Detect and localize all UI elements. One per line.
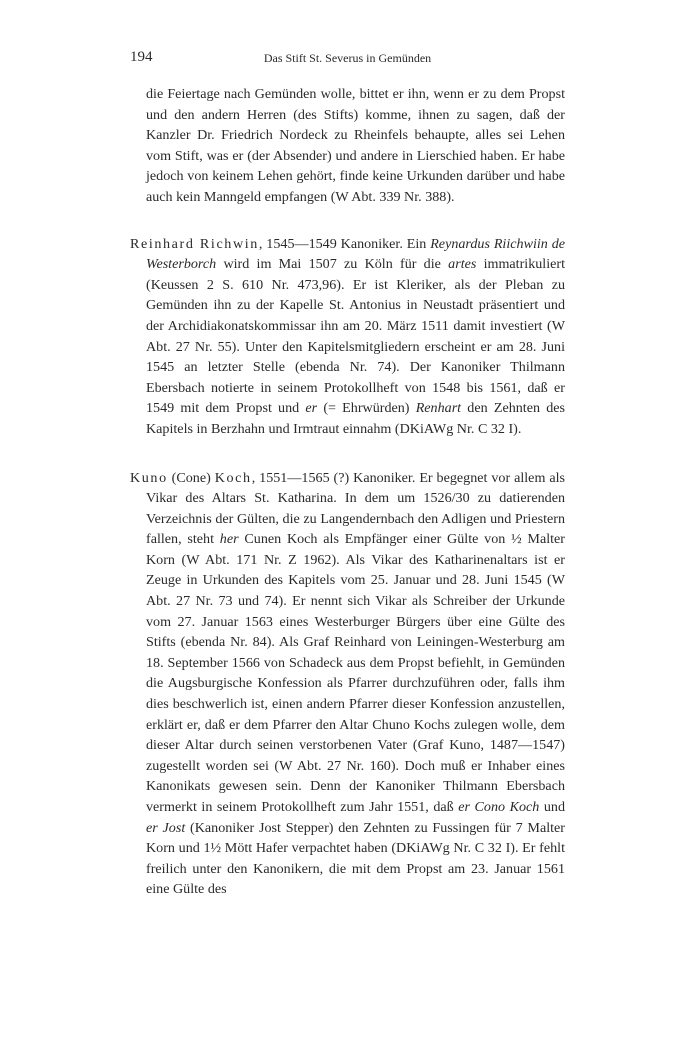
entry-name: Kuno: [130, 469, 168, 486]
italic-text: artes: [448, 256, 477, 273]
text-run: den Zehnten des Kapitels in Berzhahn und Irmtraut einnahm (DKiAWg Nr. C 32 I).: [146, 400, 565, 437]
italic-text: Reynardus Riichwiin de Westerborch: [146, 235, 566, 273]
text-run: (Cone): [167, 469, 215, 486]
text-run: , 1545—1549 Kanoniker. Ein: [258, 235, 431, 252]
page-number: 194: [130, 49, 153, 65]
entry-kuno-koch: [130, 468, 565, 900]
entry-reinhard-richwin: [130, 234, 565, 440]
paragraph-gap: [130, 440, 565, 468]
paragraph-continuation: [130, 84, 565, 208]
entry-name: Koch: [214, 469, 252, 486]
body-text: [130, 84, 565, 900]
text-run: (Kanoniker Jost Stepper) den Zehnten zu Fussingen für 7 Malter Korn und 1½ Mött Hafer verpachtet haben (DKiAWg Nr. C 32 I). Er fehlt freilich unter den Kanonikern, die mit dem Propst am 23. Januar 1561 eine Gülte des: [146, 819, 565, 898]
text-run: immatrikuliert (Keussen 2 S. 610 Nr. 473,96). Er ist Kleriker, als der Pleban zu Gemünden ihn zu der Kapelle St. Antonius in Neustadt präsentiert und der Archidiakonatskommissar ihn am 20. März 1511 damit investiert (W Abt. 27 Nr. 55). Unter den Kapitelsmitgliedern erscheint er am 28. Juni 1545 an letzter Stelle (ebenda Nr. 74). Der Kanoniker Thilmann Ebersbach notierte in seinem Protokollheft von 1548 bis 1561, daß er 1549 mit dem Propst und: [146, 256, 565, 417]
entry-name: Reinhard Richwin: [130, 235, 259, 252]
text-run: (= Ehrwürden): [317, 400, 416, 417]
running-head: Das Stift St. Severus in Gemünden: [263, 51, 432, 65]
italic-text: er Cono Koch: [458, 799, 540, 815]
italic-text: er Jost: [146, 819, 186, 836]
text-run: und: [539, 799, 566, 815]
text-run: wird im Mai 1507 zu Köln für die: [216, 256, 449, 273]
paragraph-gap: [130, 208, 565, 234]
italic-text: Renhart: [415, 400, 462, 417]
text-run: die Feiertage nach Gemünden wolle, bittet er ihn, wenn er zu dem Propst und den andern Herren (des Stifts) komme, ihnen zu sagen, daß der Kanzler Dr. Friedrich Nordeck zu Rheinfels behaupte, alles sei Lehen vom Stift, was er (der Absender) und andere in Lierschied haben. Er habe jedoch von keinem Lehen gehört, finde keine Urkunden darüber und habe auch kein Manngeld empfangen (W Abt. 339 Nr. 388).: [146, 86, 565, 205]
text-run: Cunen Koch als Empfänger einer Gülte von ½ Malter Korn (W Abt. 171 Nr. Z 1962). Als Vikar des Katharinenaltars ist er Zeuge in Urkunden des Kapitels vom 25. Januar und 28. Juni 1545 (W Abt. 27 Nr. 73 und 74). Er nennt sich Vikar als Schreiber der Urkunde vom 27. Januar 1563 eines Westerburger Bürgers über eine Gülte des Stifts (ebenda Nr. 84). Als Graf Reinhard von Leiningen-Westerburg am 18. September 1566 von Schadeck aus dem Propst befiehlt, in Gemünden die Augsburgische Konfession als Pfarrer durchzuführen oder, falls ihm dies beschwerlich ist, einen andern Pfarrer dieser Konfession anzustellen, erklärt er, daß er dem Pfarrer den Altar Chuno Kochs zulegen wolle, dem dieser Altar durch seinen verstorbenen Vater (Graf Kuno, 1487—1547) zugestellt worden sei (W Abt. 27 Nr. 160). Doch muß er Inhaber eines Kanonikats gewesen sein. Denn der Kanoniker Thilmann Ebersbach vermerkt in seinem Protokollheft zum Jahr 1551, daß: [146, 531, 565, 815]
text-run: , 1551—1565 (?) Kanoniker. Er begegnet vor allem als Vikar des Altars St. Katharina. In dem um 1526/30 zu datierenden Verzeichnis der Gülten, die zu Langendernbach den Adligen und Priestern fallen, steht: [146, 469, 565, 548]
italic-text: er: [305, 400, 318, 417]
italic-text: her: [219, 531, 239, 548]
